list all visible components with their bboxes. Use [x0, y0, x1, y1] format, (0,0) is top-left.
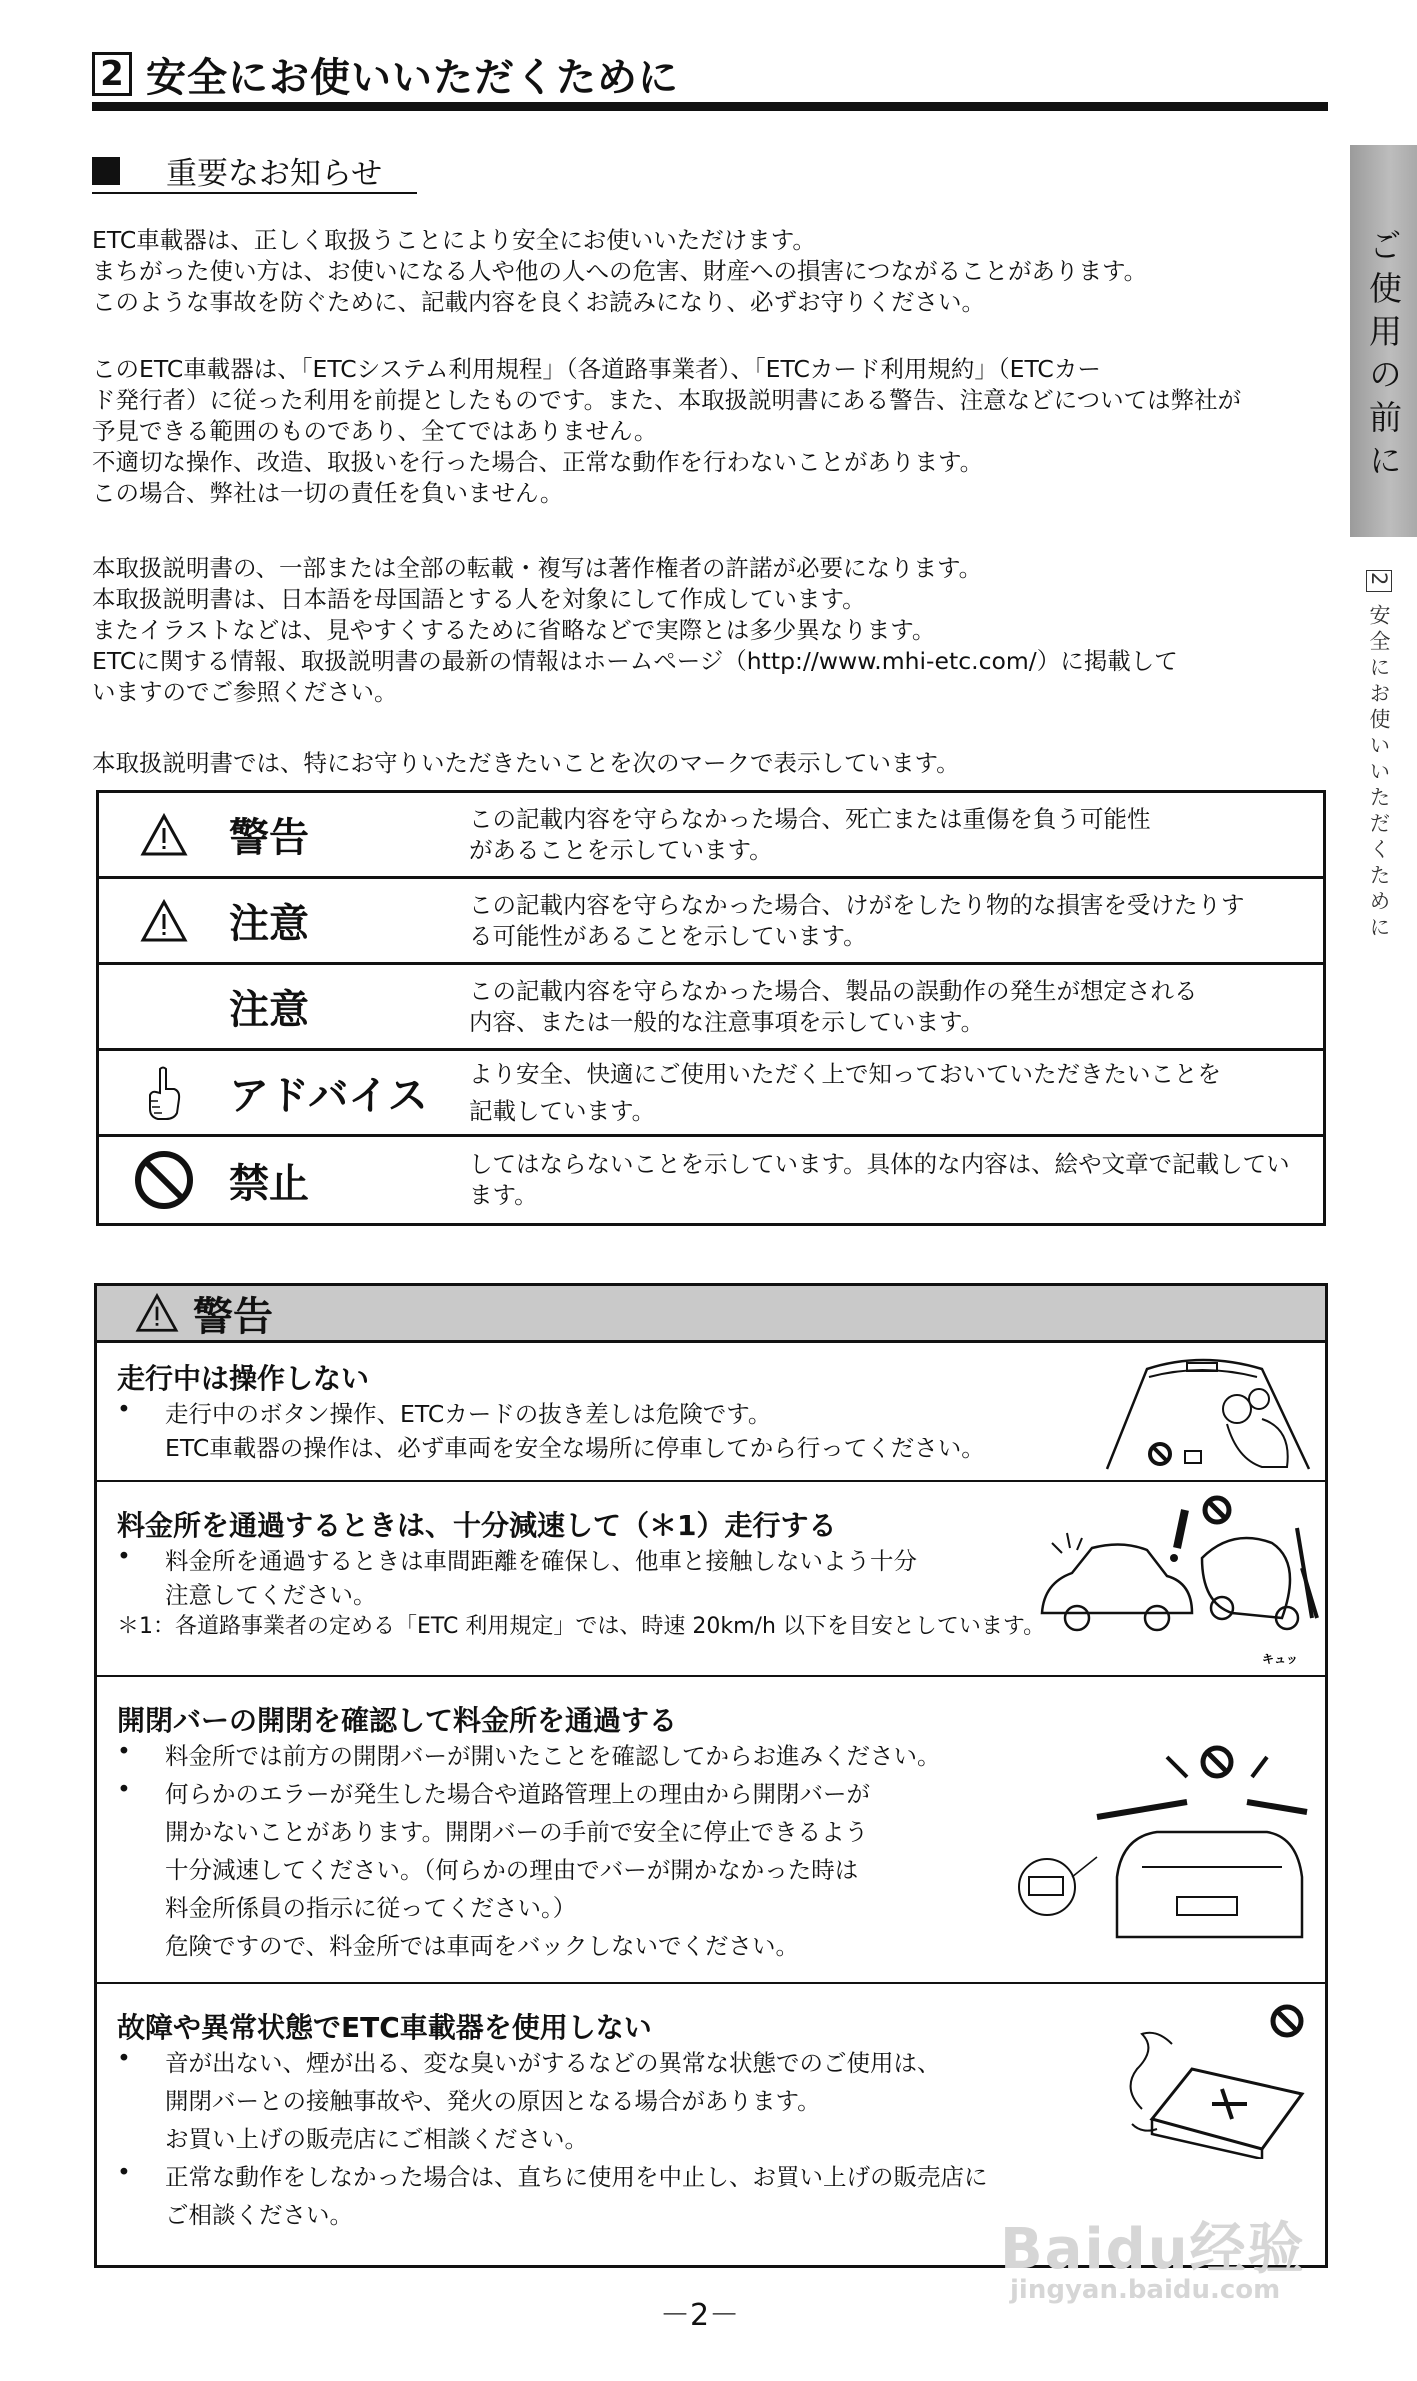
- warning-note: ＊1：各道路事業者の定める「ETC 利用規定」では、時速 20km/h 以下を目安としています。: [117, 1614, 1046, 1639]
- legend-desc-line: この記載内容を守らなかった場合、製品の誤動作の発生が想定される: [469, 976, 1198, 1005]
- legend-name: 注意: [229, 901, 309, 947]
- paragraph-line: 本取扱説明書は、日本語を母国語とする人を対象にして作成しています。: [92, 585, 866, 613]
- side-sub-text: 安全にお使いいただくために: [1367, 604, 1391, 943]
- caution-triangle-icon: [99, 899, 229, 943]
- bullet: •: [117, 1395, 131, 1423]
- page-header: [92, 46, 679, 102]
- warning-line: 開閉バーとの接触事故や、発火の原因となる場合があります。: [165, 2087, 821, 2115]
- warning-line: 十分減速してください。（何らかの理由でバーが開かなかった時は: [165, 1856, 859, 1884]
- paragraph-3: [92, 553, 1328, 708]
- section-title: 重要なお知らせ: [166, 156, 383, 192]
- legend-desc-line: この記載内容を守らなかった場合、死亡または重傷を負う可能性: [469, 804, 1151, 833]
- warning-line: ETC車載器の操作は、必ず車両を安全な場所に停車してから行ってください。: [165, 1434, 985, 1462]
- legend-row-prohibit: [99, 1137, 1323, 1223]
- warning-section-driving: [97, 1343, 1325, 1480]
- legend-name: 禁止: [229, 1160, 309, 1207]
- section-rule: [92, 192, 417, 194]
- car-interior-illustration: [1087, 1349, 1317, 1474]
- smoking-device-illustration: [1112, 1999, 1312, 2159]
- toll-gate-illustration: [1017, 1737, 1317, 1957]
- warning-line: 走行中のボタン操作、ETCカードの抜き差しは危険です。: [165, 1400, 772, 1428]
- paragraph-line: 予見できる範囲のものであり、全てではありません。: [92, 417, 658, 445]
- paragraph-line: ETC車載器は、正しく取扱うことにより安全にお使いいただけます。: [92, 226, 816, 254]
- paragraph-4: [92, 748, 1328, 779]
- legend-desc-line: る可能性があることを示しています。: [469, 921, 867, 950]
- bullet: •: [117, 2158, 131, 2186]
- legend-desc: [469, 1149, 1323, 1211]
- warning-triangle-icon: [135, 1293, 179, 1333]
- paragraph-line: このような事故を防ぐために、記載内容を良くお読みになり、必ずお守りください。: [92, 288, 985, 316]
- warning-line: ご相談ください。: [165, 2201, 353, 2229]
- page-title: 安全にお使いいただくために: [146, 54, 679, 101]
- paragraph-line: この場合、弊社は一切の責任を負いません。: [92, 479, 564, 507]
- legend-desc-line: ます。: [469, 1181, 538, 1209]
- warning-section-slowdown: [97, 1480, 1325, 1675]
- legend-desc: [469, 1059, 1323, 1127]
- paragraph-line: 本取扱説明書では、特にお守りいただきたいことを次のマークで表示しています。: [92, 749, 960, 777]
- paragraph-line: 不適切な操作、改造、取扱いを行った場合、正常な動作を行わないことがあります。: [92, 448, 984, 476]
- cars-braking-illustration: [1032, 1488, 1322, 1673]
- paragraph-line: まちがった使い方は、お使いになる人や他の人への危害、財産への損害につながることがあります。: [92, 257, 1148, 285]
- legend-desc: [469, 804, 1323, 866]
- side-sub-number: 2: [1367, 572, 1391, 591]
- warning-line: 正常な動作をしなかった場合は、直ちに使用を中止し、お買い上げの販売店に: [165, 2163, 988, 2191]
- warning-section-gate: [97, 1675, 1325, 1982]
- pointing-hand-icon: [99, 1065, 229, 1121]
- paragraph-line: 本取扱説明書の、一部または全部の転載・複写は著作権者の許諾が必要になります。: [92, 554, 983, 582]
- legend-desc-line: 記載しています。: [469, 1096, 656, 1125]
- paragraph-line: このETC車載器は、「ETCシステム利用規程」（各道路事業者）、「ETCカード利用規約」（ETCカー: [92, 355, 1101, 383]
- warning-title: 警告: [193, 1293, 273, 1340]
- warning-heading: 走行中は操作しない: [117, 1362, 370, 1395]
- warning-line: 開かないことがあります。開閉バーの手前で安全に停止できるよう: [165, 1818, 869, 1846]
- legend-desc-line: してはならないことを示しています。具体的な内容は、絵や文章で記載してい: [469, 1150, 1290, 1178]
- paragraph-2: [92, 354, 1328, 509]
- symbol-legend-table: [96, 790, 1326, 1226]
- side-sub-label: [1364, 570, 1394, 942]
- section-square-icon: [92, 157, 120, 185]
- warning-header: [97, 1286, 1325, 1343]
- paragraph-line: またイラストなどは、見やすくするために省略などで実際とは多少異なります。: [92, 616, 936, 644]
- warning-line: お買い上げの販売店にご相談ください。: [165, 2125, 588, 2153]
- section-heading: [92, 148, 382, 193]
- warning-line: 危険ですので、料金所では車両をバックしないでください。: [165, 1932, 800, 1960]
- side-tab-label: ご使用の前に: [1364, 228, 1403, 486]
- warning-box: [94, 1283, 1328, 2268]
- legend-name: 注意: [229, 987, 309, 1033]
- bullet: •: [117, 2044, 131, 2072]
- legend-desc-line: 内容、または一般的な注意事項を示しています。: [469, 1007, 985, 1036]
- legend-row-warning: [99, 793, 1323, 879]
- paragraph-1: [92, 225, 1328, 318]
- page-number: －2－: [660, 2298, 740, 2333]
- illust-caption: キュッ: [1262, 1652, 1299, 1666]
- baidu-watermark-logo: Baidu经验: [1000, 2217, 1306, 2282]
- warning-line: 音が出ない、煙が出る、変な臭いがするなどの異常な状態でのご使用は、: [165, 2049, 941, 2077]
- warning-line: 注意してください。: [165, 1581, 377, 1609]
- legend-desc-line: があることを示しています。: [469, 835, 773, 864]
- legend-row-notice: [99, 965, 1323, 1051]
- warning-line: 料金所係員の指示に従ってください。）: [165, 1894, 577, 1922]
- chapter-number: 2: [92, 52, 132, 96]
- warning-heading: 開閉バーの開閉を確認して料金所を通過する: [117, 1704, 678, 1737]
- baidu-watermark-url: jingyan.baidu.com: [1010, 2275, 1281, 2305]
- prohibition-icon: [99, 1149, 229, 1211]
- warning-heading: 故障や異常状態でETC車載器を使用しない: [117, 2011, 652, 2044]
- legend-desc-line: この記載内容を守らなかった場合、けがをしたり物的な損害を受けたりす: [469, 890, 1245, 919]
- paragraph-line: ド発行者）に従った利用を前提としたものです。また、本取扱説明書にある警告、注意などについては弊社が: [92, 386, 1242, 414]
- legend-desc-line: より安全、快適にご使用いただく上で知っておいていただきたいことを: [469, 1059, 1221, 1088]
- legend-name: 警告: [229, 815, 309, 861]
- warning-line: 料金所では前方の開閉バーが開いたことを確認してからお進みください。: [165, 1742, 941, 1770]
- legend-desc: [469, 890, 1323, 952]
- warning-line: 料金所を通過するときは車間距離を確保し、他車と接触しないよう十分: [165, 1547, 917, 1575]
- bullet: •: [117, 1775, 131, 1803]
- paragraph-line: ETCに関する情報、取扱説明書の最新の情報はホームページ（http://www.mhi-etc.com/）に掲載して: [92, 647, 1178, 675]
- warning-heading: 料金所を通過するときは、十分減速して（＊1）走行する: [117, 1509, 837, 1542]
- warning-triangle-icon: [99, 813, 229, 857]
- warning-line: 何らかのエラーが発生した場合や道路管理上の理由から開閉バーが: [165, 1780, 870, 1808]
- bullet: •: [117, 1542, 131, 1570]
- legend-desc: [469, 976, 1323, 1038]
- title-rule: [92, 102, 1328, 111]
- bullet: •: [117, 1737, 131, 1765]
- legend-row-caution: [99, 879, 1323, 965]
- paragraph-line: いますのでご参照ください。: [92, 678, 398, 706]
- legend-name: アドバイス: [229, 1073, 428, 1119]
- legend-row-advice: [99, 1051, 1323, 1137]
